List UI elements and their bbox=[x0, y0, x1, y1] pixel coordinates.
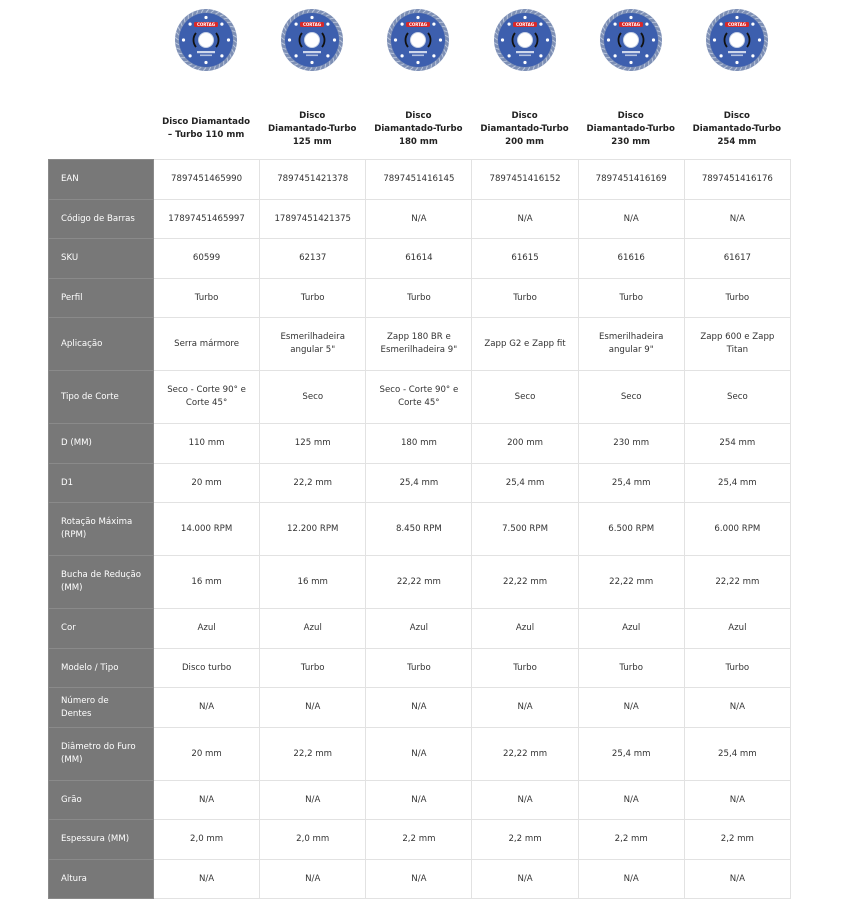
spec-value: Turbo bbox=[154, 279, 260, 318]
spec-value: N/A bbox=[684, 860, 790, 899]
spec-label: Modelo / Tipo bbox=[49, 649, 154, 688]
spec-value: Turbo bbox=[366, 279, 472, 318]
spec-row bbox=[49, 239, 791, 279]
spec-row bbox=[49, 200, 791, 239]
spec-value: Azul bbox=[578, 609, 684, 649]
spec-value: Azul bbox=[684, 609, 790, 649]
spec-value: Seco - Corte 90° e Corte 45° bbox=[366, 371, 472, 424]
diamond-disc-image[interactable] bbox=[174, 8, 238, 72]
spec-row bbox=[49, 424, 791, 464]
diamond-disc-image[interactable] bbox=[280, 8, 344, 72]
spec-row bbox=[49, 279, 791, 318]
spec-value: 22,2 mm bbox=[260, 464, 366, 503]
spec-row bbox=[49, 556, 791, 609]
spec-value: Seco bbox=[578, 371, 684, 424]
spec-value: 22,22 mm bbox=[366, 556, 472, 609]
spec-value: N/A bbox=[578, 688, 684, 728]
spec-value: N/A bbox=[578, 860, 684, 899]
disc-brand-label: CORTAG bbox=[621, 22, 640, 27]
spec-value: 2,2 mm bbox=[684, 820, 790, 860]
spec-value: 22,2 mm bbox=[260, 728, 366, 781]
spec-value: Zapp 600 e Zapp Titan bbox=[684, 318, 790, 371]
spec-row bbox=[49, 318, 791, 371]
spec-label: Código de Barras bbox=[49, 200, 154, 239]
spec-value: Esmerilhadeira angular 9" bbox=[578, 318, 684, 371]
disc-brand-label: CORTAG bbox=[409, 22, 428, 27]
product-image-cell bbox=[684, 0, 790, 80]
spec-row bbox=[49, 371, 791, 424]
spec-value: Zapp G2 e Zapp fit bbox=[472, 318, 578, 371]
spec-row bbox=[49, 860, 791, 899]
spec-row bbox=[49, 609, 791, 649]
specs-table bbox=[48, 159, 791, 899]
spec-row bbox=[49, 464, 791, 503]
spec-value: N/A bbox=[578, 781, 684, 820]
spec-value: 61614 bbox=[366, 239, 472, 279]
spec-value: 61616 bbox=[578, 239, 684, 279]
spec-value: N/A bbox=[472, 860, 578, 899]
spec-value: 25,4 mm bbox=[366, 464, 472, 503]
disc-brand-label: CORTAG bbox=[303, 22, 322, 27]
spec-value: N/A bbox=[684, 200, 790, 239]
spec-value: 230 mm bbox=[578, 424, 684, 464]
spec-value: Seco - Corte 90° e Corte 45° bbox=[154, 371, 260, 424]
spec-label: Rotação Máxima (RPM) bbox=[49, 503, 154, 556]
spec-value: N/A bbox=[154, 860, 260, 899]
spec-value: 17897451421375 bbox=[260, 200, 366, 239]
spec-value: N/A bbox=[472, 688, 578, 728]
spec-label: Aplicação bbox=[49, 318, 154, 371]
spec-value: Turbo bbox=[260, 279, 366, 318]
product-image-cell bbox=[259, 0, 365, 80]
spec-value: N/A bbox=[578, 200, 684, 239]
spec-value: Turbo bbox=[260, 649, 366, 688]
spec-label: Cor bbox=[49, 609, 154, 649]
spec-value: 7897451416152 bbox=[472, 160, 578, 200]
product-title[interactable]: Disco Diamantado-Turbo 125 mm bbox=[268, 110, 357, 147]
spec-value: Turbo bbox=[578, 279, 684, 318]
spec-value: 20 mm bbox=[154, 728, 260, 781]
spec-value: 25,4 mm bbox=[472, 464, 578, 503]
spec-value: 60599 bbox=[154, 239, 260, 279]
spec-value: Turbo bbox=[684, 279, 790, 318]
spec-label: Perfil bbox=[49, 279, 154, 318]
spec-value: 7897451421378 bbox=[260, 160, 366, 200]
spec-value: 254 mm bbox=[684, 424, 790, 464]
spec-label: D (MM) bbox=[49, 424, 154, 464]
spec-label: SKU bbox=[49, 239, 154, 279]
product-title[interactable]: Disco Diamantado-Turbo 200 mm bbox=[480, 110, 569, 147]
spec-value: 2,2 mm bbox=[578, 820, 684, 860]
spec-label: Espessura (MM) bbox=[49, 820, 154, 860]
spec-value: N/A bbox=[366, 860, 472, 899]
spec-value: Turbo bbox=[472, 649, 578, 688]
spec-value: N/A bbox=[366, 728, 472, 781]
spec-value: N/A bbox=[366, 781, 472, 820]
spec-value: 14.000 RPM bbox=[154, 503, 260, 556]
spec-label: Altura bbox=[49, 860, 154, 899]
spec-value: 12.200 RPM bbox=[260, 503, 366, 556]
spec-label: D1 bbox=[49, 464, 154, 503]
spec-row bbox=[49, 781, 791, 820]
disc-brand-label: CORTAG bbox=[515, 22, 534, 27]
spec-value: N/A bbox=[260, 688, 366, 728]
spec-value: 125 mm bbox=[260, 424, 366, 464]
spec-value: 2,0 mm bbox=[260, 820, 366, 860]
spec-label: Número de Dentes bbox=[49, 688, 154, 728]
spec-label: Bucha de Redução (MM) bbox=[49, 556, 154, 609]
spec-value: 25,4 mm bbox=[578, 728, 684, 781]
spec-value: N/A bbox=[472, 200, 578, 239]
diamond-disc-image[interactable] bbox=[386, 8, 450, 72]
spec-value: 2,0 mm bbox=[154, 820, 260, 860]
spec-label: Grão bbox=[49, 781, 154, 820]
spec-value: Turbo bbox=[684, 649, 790, 688]
spec-value: 8.450 RPM bbox=[366, 503, 472, 556]
spec-value: Azul bbox=[260, 609, 366, 649]
diamond-disc-image[interactable] bbox=[705, 8, 769, 72]
spec-row bbox=[49, 160, 791, 200]
spec-value: 20 mm bbox=[154, 464, 260, 503]
product-titles-row bbox=[153, 100, 790, 158]
spec-value: 25,4 mm bbox=[578, 464, 684, 503]
spec-label: Tipo de Corte bbox=[49, 371, 154, 424]
spec-value: 16 mm bbox=[154, 556, 260, 609]
spec-value: 25,4 mm bbox=[684, 464, 790, 503]
spec-value: N/A bbox=[366, 688, 472, 728]
spec-value: 22,22 mm bbox=[472, 556, 578, 609]
spec-value: 22,22 mm bbox=[472, 728, 578, 781]
spec-value: Turbo bbox=[472, 279, 578, 318]
product-image-cell bbox=[471, 0, 577, 80]
diamond-disc-image[interactable] bbox=[493, 8, 557, 72]
product-images-row bbox=[153, 0, 790, 80]
spec-value: 180 mm bbox=[366, 424, 472, 464]
spec-value: Serra mármore bbox=[154, 318, 260, 371]
spec-value: 6.500 RPM bbox=[578, 503, 684, 556]
spec-value: Seco bbox=[472, 371, 578, 424]
spec-row bbox=[49, 820, 791, 860]
product-title[interactable]: Disco Diamantado-Turbo 254 mm bbox=[692, 110, 782, 147]
spec-value: 7897451416169 bbox=[578, 160, 684, 200]
spec-value: N/A bbox=[366, 200, 472, 239]
product-image-cell bbox=[578, 0, 684, 80]
spec-value: Turbo bbox=[578, 649, 684, 688]
spec-value: Disco turbo bbox=[154, 649, 260, 688]
spec-value: N/A bbox=[260, 781, 366, 820]
spec-row bbox=[49, 688, 791, 728]
disc-brand-label: CORTAG bbox=[727, 22, 746, 27]
spec-value: N/A bbox=[260, 860, 366, 899]
spec-value: Seco bbox=[260, 371, 366, 424]
diamond-disc-image[interactable] bbox=[599, 8, 663, 72]
product-image-cell bbox=[153, 0, 259, 80]
spec-value: Turbo bbox=[366, 649, 472, 688]
spec-value: Zapp 180 BR e Esmerilhadeira 9" bbox=[366, 318, 472, 371]
spec-value: N/A bbox=[684, 781, 790, 820]
product-image-cell bbox=[365, 0, 471, 80]
spec-row bbox=[49, 649, 791, 688]
spec-value: N/A bbox=[472, 781, 578, 820]
spec-value: 61617 bbox=[684, 239, 790, 279]
spec-value: N/A bbox=[154, 688, 260, 728]
spec-value: N/A bbox=[684, 688, 790, 728]
spec-value: 25,4 mm bbox=[684, 728, 790, 781]
product-title[interactable]: Disco Diamantado-Turbo 230 mm bbox=[586, 110, 675, 147]
spec-value: N/A bbox=[154, 781, 260, 820]
spec-value: 2,2 mm bbox=[366, 820, 472, 860]
spec-value: 110 mm bbox=[154, 424, 260, 464]
spec-value: 7897451416145 bbox=[366, 160, 472, 200]
spec-value: 6.000 RPM bbox=[684, 503, 790, 556]
disc-brand-label: CORTAG bbox=[197, 22, 216, 27]
spec-value: 16 mm bbox=[260, 556, 366, 609]
spec-value: Seco bbox=[684, 371, 790, 424]
spec-value: Esmerilhadeira angular 5" bbox=[260, 318, 366, 371]
product-title[interactable]: Disco Diamantado-Turbo 180 mm bbox=[374, 110, 463, 147]
spec-value: 200 mm bbox=[472, 424, 578, 464]
spec-value: 17897451465997 bbox=[154, 200, 260, 239]
spec-row bbox=[49, 503, 791, 556]
spec-row bbox=[49, 728, 791, 781]
spec-value: Azul bbox=[154, 609, 260, 649]
product-title[interactable]: Disco Diamantado – Turbo 110 mm bbox=[162, 117, 251, 140]
spec-value: 22,22 mm bbox=[578, 556, 684, 609]
spec-value: 22,22 mm bbox=[684, 556, 790, 609]
spec-label: EAN bbox=[49, 160, 154, 200]
spec-value: 7897451416176 bbox=[684, 160, 790, 200]
spec-label: Diâmetro do Furo (MM) bbox=[49, 728, 154, 781]
spec-value: 7897451465990 bbox=[154, 160, 260, 200]
spec-value: 61615 bbox=[472, 239, 578, 279]
spec-value: Azul bbox=[366, 609, 472, 649]
spec-value: 62137 bbox=[260, 239, 366, 279]
spec-value: Azul bbox=[472, 609, 578, 649]
spec-value: 7.500 RPM bbox=[472, 503, 578, 556]
spec-value: 2,2 mm bbox=[472, 820, 578, 860]
